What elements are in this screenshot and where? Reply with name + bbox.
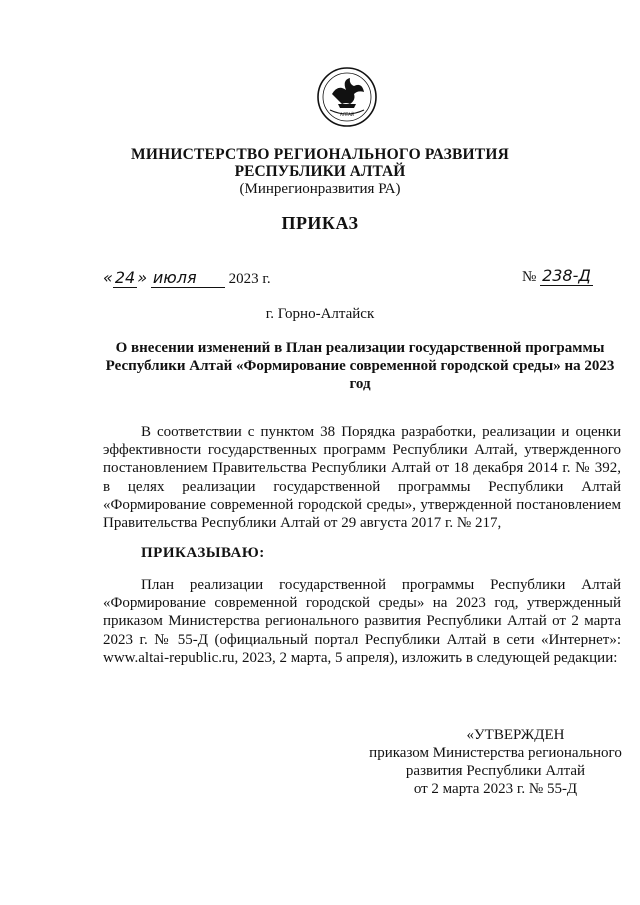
date-open-quote: « <box>103 268 113 287</box>
approval-line4: от 2 марта 2023 г. № 55-Д <box>413 781 578 797</box>
number-prefix: № <box>522 269 537 285</box>
date-year: 2023 г. <box>228 271 271 287</box>
document-type-title: ПРИКАЗ <box>281 213 359 233</box>
order-paragraph <box>103 576 621 667</box>
order-text: План реализации государственной программы Республики Алтай «Формирование современной городской среды» на 2023 год, утвержденный приказом Министерства регионального развития Республики Алтай от 2 марта 2023 г. № 55-Д (официальный портал Республики Алтай в сети «Интернет»: www.altai-republic.ru, 2023, 2 марта, 5 апреля), изложить в следующей редакции: <box>103 577 621 666</box>
ministry-name-line2: РЕСПУБЛИКИ АЛТАЙ <box>234 163 406 180</box>
order-number <box>522 266 593 286</box>
order-word: ПРИКАЗЫВАЮ: <box>141 545 265 561</box>
city: г. Горно-Алтайск <box>265 306 375 322</box>
order-date <box>103 268 271 288</box>
date-close-quote: » <box>137 268 148 287</box>
coat-of-arms-emblem <box>316 66 378 128</box>
ministry-name-line1: МИНИСТЕРСТВО РЕГИОНАЛЬНОГО РАЗВИТИЯ <box>131 146 509 163</box>
order-subject: О внесении изменений в План реализации государственной программы Республики Алтай «Формирование современной городской среды» на 2023 год <box>105 340 615 392</box>
approval-line2: приказом Министерства регионального <box>369 745 622 761</box>
date-month: июля <box>151 268 225 288</box>
preamble-text: В соответствии с пунктом 38 Порядка разработки, реализации и оценки эффективности государственных программ Республики Алтай, утвержденного постановлением Правительства Республики Алтай от 18 декабря 2014 г. № 392, в целях реализации государственной программы Республики Алтай «Формирование современной городской среды», утвержденной постановлением Правительства Республики Алтай от 29 августа 2017 г. № 217, <box>103 424 621 532</box>
number-value: 238-Д <box>542 266 591 285</box>
ministry-short-name: (Минрегионразвития РА) <box>239 181 401 197</box>
preamble-paragraph <box>103 423 621 532</box>
approval-block <box>368 726 623 798</box>
approval-line3: развития Республики Алтай <box>405 763 586 779</box>
approval-line1: «УТВЕРЖДЕН <box>466 727 565 743</box>
date-day: 24 <box>114 268 136 287</box>
emblem-text: АЛТАЙ <box>340 112 354 117</box>
